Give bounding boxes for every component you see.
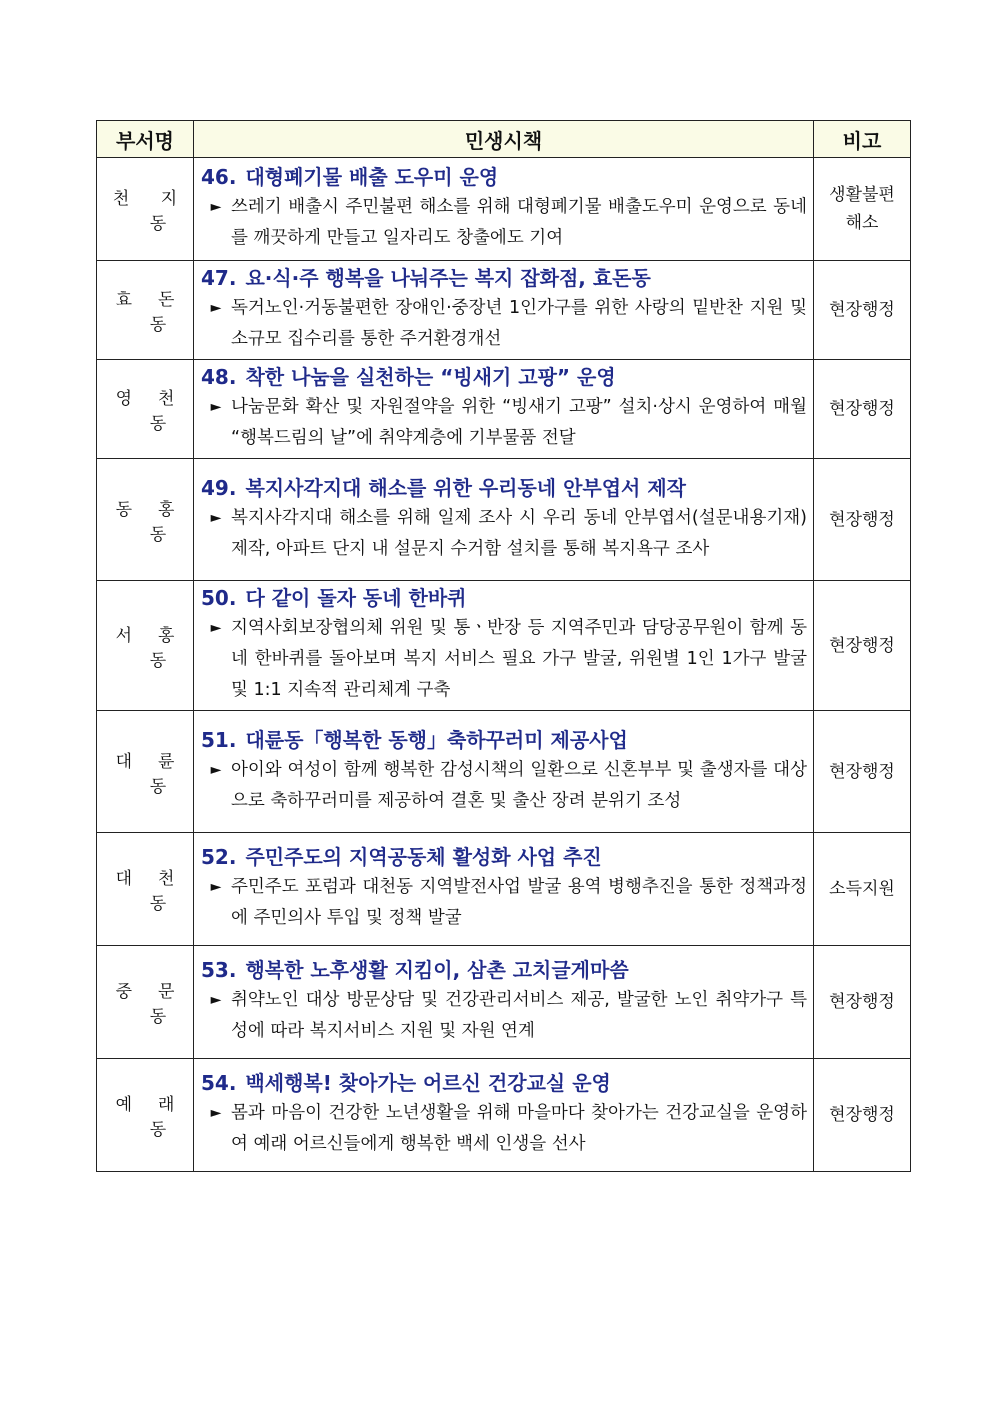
bullet-arrow-icon: ► bbox=[210, 879, 222, 895]
policy-cell bbox=[194, 581, 814, 711]
policy-cell bbox=[194, 711, 814, 833]
table-header-row bbox=[97, 121, 911, 158]
note-cell: 현장행정 bbox=[814, 581, 911, 711]
dept-cell: 예 래동 bbox=[97, 1059, 194, 1172]
policy-desc: ► 취약노인 대상 방문상담 및 건강관리서비스 제공, 발굴한 노인 취약가구 특성에 따라 복지서비스 지원 및 자원 연계 bbox=[201, 985, 807, 1047]
policy-cell bbox=[194, 459, 814, 581]
dept-cell: 대 륜동 bbox=[97, 711, 194, 833]
note-cell: 현장행정 bbox=[814, 360, 911, 459]
bullet-arrow-icon: ► bbox=[210, 620, 222, 636]
dept-cell: 영 천동 bbox=[97, 360, 194, 459]
policy-table bbox=[96, 120, 911, 1172]
note-cell: 현장행정 bbox=[814, 261, 911, 360]
header-policy: 민생시책 bbox=[194, 121, 814, 158]
policy-desc: ► 복지사각지대 해소를 위해 일제 조사 시 우리 동네 안부엽서(설문내용기재)제작, 아파트 단지 내 설문지 수거함 설치를 통해 복지욕구 조사 bbox=[201, 503, 807, 565]
policy-title: 51. 대륜동「행복한 동행」축하꾸러미 제공사업 bbox=[201, 727, 628, 752]
dept-cell: 서 홍동 bbox=[97, 581, 194, 711]
note-cell: 소득지원 bbox=[814, 833, 911, 946]
table-row bbox=[97, 581, 911, 711]
policy-title: 54. 백세행복! 찾아가는 어르신 건강교실 운영 bbox=[201, 1071, 611, 1095]
note-cell: 현장행정 bbox=[814, 711, 911, 833]
policy-cell bbox=[194, 1059, 814, 1172]
policy-desc: ► 독거노인·거동불편한 장애인·중장년 1인가구를 위한 사랑의 밑반찬 지원 및 소규모 집수리를 통한 주거환경개선 bbox=[201, 293, 807, 355]
bullet-arrow-icon: ► bbox=[210, 761, 222, 778]
policy-title: 52. 주민주도의 지역공동체 활성화 사업 추진 bbox=[201, 845, 602, 869]
bullet-arrow-icon: ► bbox=[210, 509, 222, 526]
policy-cell bbox=[194, 158, 814, 261]
table-row bbox=[97, 1059, 911, 1172]
policy-cell bbox=[194, 946, 814, 1059]
table-row bbox=[97, 360, 911, 459]
policy-title: 49. 복지사각지대 해소를 위한 우리동네 안부엽서 제작 bbox=[201, 475, 686, 500]
bullet-arrow-icon: ► bbox=[210, 992, 222, 1008]
bullet-arrow-icon: ► bbox=[210, 199, 222, 215]
note-cell: 생활불편 해소 bbox=[814, 158, 911, 261]
policy-desc: ► 주민주도 포럼과 대천동 지역발전사업 발굴 용역 병행추진을 통한 정책과정에 주민의사 투입 및 정책 발굴 bbox=[201, 872, 807, 934]
dept-cell: 효 돈동 bbox=[97, 261, 194, 360]
note-cell: 현장행정 bbox=[814, 946, 911, 1059]
table-row bbox=[97, 261, 911, 360]
dept-cell: 천 지 동 bbox=[97, 158, 194, 261]
policy-title: 47. 요·식·주 행복을 나눠주는 복지 잡화점, 효돈동 bbox=[201, 266, 651, 290]
table-row bbox=[97, 158, 911, 261]
policy-desc: ► 쓰레기 배출시 주민불편 해소를 위해 대형폐기물 배출도우미 운영으로 동네를 깨끗하게 만들고 일자리도 창출에도 기여 bbox=[201, 192, 807, 254]
policy-title: 50. 다 같이 돌자 동네 한바퀴 bbox=[201, 586, 467, 610]
policy-cell bbox=[194, 261, 814, 360]
bullet-arrow-icon: ► bbox=[210, 300, 222, 316]
policy-title: 48. 착한 나눔을 실천하는 “빙새기 고팡” 운영 bbox=[201, 365, 616, 389]
dept-cell: 대 천동 bbox=[97, 833, 194, 946]
policy-desc: ► 아이와 여성이 함께 행복한 감성시책의 일환으로 신혼부부 및 출생자를 대상으로 축하꾸러미를 제공하여 결혼 및 출산 장려 분위기 조성 bbox=[201, 755, 807, 817]
dept-cell: 중 문동 bbox=[97, 946, 194, 1059]
table-row bbox=[97, 711, 911, 833]
policy-desc: ► 나눔문화 확산 및 자원절약을 위한 “빙새기 고팡” 설치·상시 운영하여 매월 “행복드림의 날”에 취약계층에 기부물품 전달 bbox=[201, 392, 807, 454]
note-cell: 현장행정 bbox=[814, 459, 911, 581]
policy-title: 46. 대형폐기물 배출 도우미 운영 bbox=[201, 165, 499, 189]
header-note: 비고 bbox=[814, 121, 911, 158]
policy-title: 53. 행복한 노후생활 지킴이, 삼촌 고치글게마씀 bbox=[201, 958, 629, 982]
policy-desc: ► 몸과 마음이 건강한 노년생활을 위해 마을마다 찾아가는 건강교실을 운영하여 예래 어르신들에게 행복한 백세 인생을 선사 bbox=[201, 1098, 807, 1160]
bullet-arrow-icon: ► bbox=[210, 1105, 222, 1121]
table-row bbox=[97, 833, 911, 946]
note-cell: 현장행정 bbox=[814, 1059, 911, 1172]
dept-cell: 동 홍동 bbox=[97, 459, 194, 581]
header-dept: 부서명 bbox=[97, 121, 194, 158]
table-row bbox=[97, 459, 911, 581]
bullet-arrow-icon: ► bbox=[210, 399, 222, 415]
policy-cell bbox=[194, 833, 814, 946]
policy-desc: ► 지역사회보장협의체 위원 및 통ㆍ반장 등 지역주민과 담당공무원이 함께 동네 한바퀴를 돌아보며 복지 서비스 필요 가구 발굴, 위원별 1인 1가구 발굴 및 1:1 지속적 관리체계 구축 bbox=[201, 613, 807, 706]
policy-cell bbox=[194, 360, 814, 459]
table-row bbox=[97, 946, 911, 1059]
